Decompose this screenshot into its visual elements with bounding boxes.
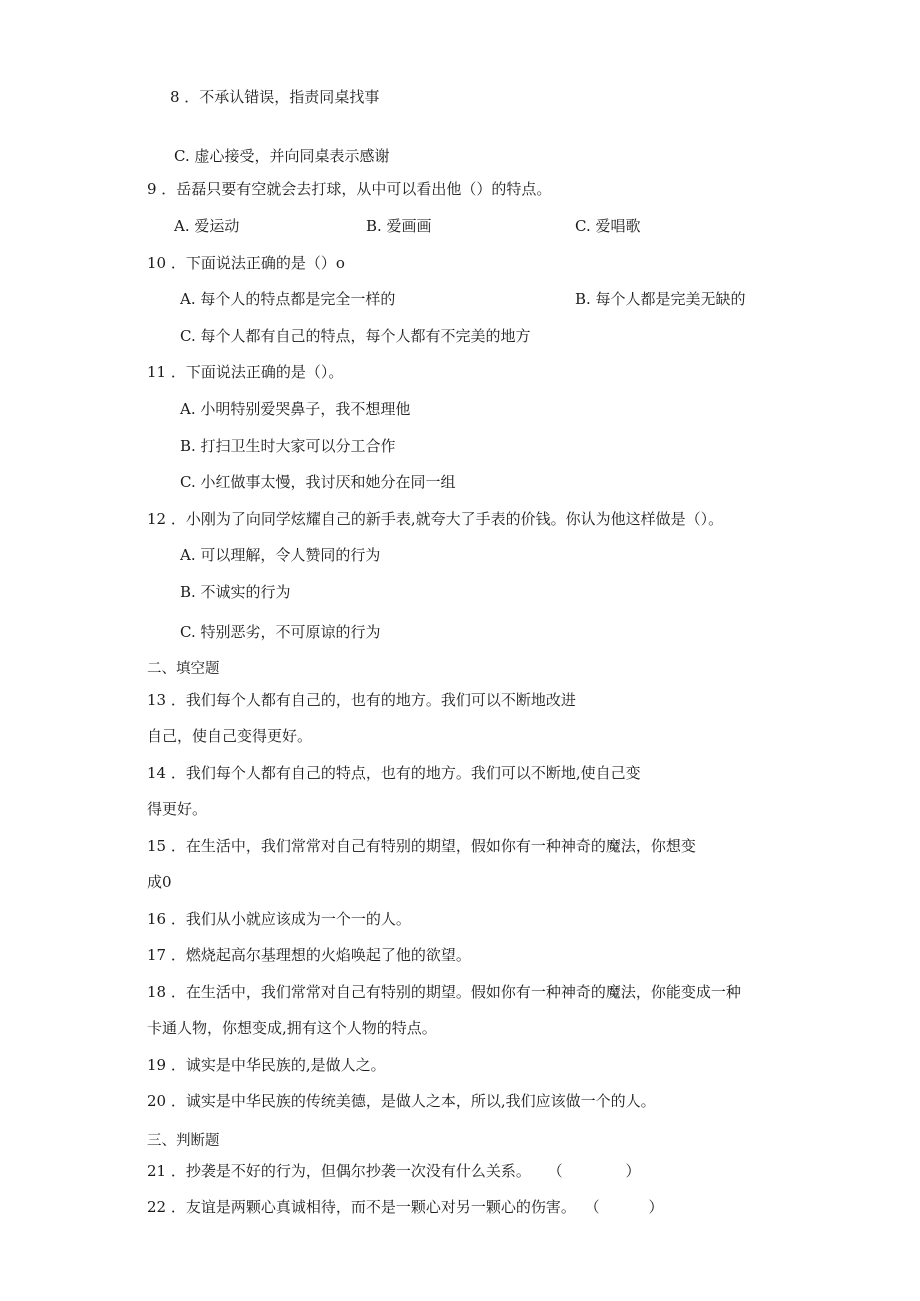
question-10-option-a: A. 每个人的特点都是完全一样的 — [180, 290, 396, 308]
question-10-option-c: C. 每个人都有自己的特点，每个人都有不完美的地方 — [180, 327, 531, 345]
question-15-continued: 成0 — [147, 873, 172, 891]
section-judgement-heading: 三、判断题 — [147, 1133, 220, 1149]
answer-paren-open: （ — [547, 1162, 563, 1180]
question-15: 15 ．在生活中，我们常常对自己有特别的期望，假如你有一种神奇的魔法，你想变 — [147, 837, 696, 855]
question-8-option-b: 8 ．不承认错误，指责同桌找事 — [170, 88, 380, 106]
question-9-option-b: B. 爱画画 — [366, 217, 432, 235]
question-12: 12 ．小刚为了向同学炫耀自己的新手表,就夸大了手表的价钱。你认为他这样做是（）。 — [147, 510, 724, 528]
question-8-option-c: C. 虚心接受，并向同桌表示感谢 — [174, 147, 390, 165]
question-11: 11 ．下面说法正确的是（）。 — [147, 363, 344, 381]
section-fill-in-heading: 二、填空题 — [147, 661, 220, 677]
answer-paren-close: ） — [625, 1162, 641, 1180]
question-16: 16 ．我们从小就应该成为一个一的人。 — [147, 910, 411, 928]
question-11-option-a: A. 小明特别爱哭鼻子，我不想理他 — [180, 400, 411, 418]
answer-paren-close: ） — [648, 1198, 664, 1216]
question-9-option-a: A. 爱运动 — [174, 217, 240, 235]
question-9: 9 ．岳磊只要有空就会去打球，从中可以看出他（）的特点。 — [147, 180, 552, 198]
question-13: 13 ．我们每个人都有自己的，也有的地方。我们可以不断地改进 — [147, 691, 576, 709]
question-22 — [147, 1197, 663, 1217]
question-12-option-b: B. 不诚实的行为 — [180, 583, 291, 601]
question-21 — [147, 1161, 640, 1181]
question-20: 20 ．诚实是中华民族的传统美德，是做人之本，所以,我们应该做一个的人。 — [147, 1092, 656, 1110]
question-11-option-b: B. 打扫卫生时大家可以分工合作 — [180, 437, 396, 455]
question-14-continued: 得更好。 — [147, 800, 208, 818]
question-12-option-c: C. 特别恶劣，不可原谅的行为 — [180, 623, 381, 641]
question-17: 17 ．燃烧起高尔基理想的火焰唤起了他的欲望。 — [147, 946, 471, 964]
question-21-text: 21 ．抄袭是不好的行为，但偶尔抄袭一次没有什么关系。 — [147, 1162, 531, 1180]
question-22-text: 22 ．友谊是两颗心真诚相待，而不是一颗心对另一颗心的伤害。 — [147, 1198, 576, 1216]
question-18: 18 ．在生活中，我们常常对自己有特别的期望。假如你有一种神奇的魔法，你能变成一种 — [147, 983, 741, 1001]
question-10: 10 ．下面说法正确的是（）o — [147, 254, 345, 272]
question-18-continued: 卡通人物，你想变成,拥有这个人物的特点。 — [147, 1019, 437, 1037]
question-19: 19 ．诚实是中华民族的,是做人之。 — [147, 1056, 386, 1074]
question-14: 14 ．我们每个人都有自己的特点，也有的地方。我们可以不断地,使自己变 — [147, 764, 641, 782]
question-10-option-b: B. 每个人都是完美无缺的 — [575, 290, 746, 308]
question-12-option-a: A. 可以理解，令人赞同的行为 — [180, 546, 381, 564]
question-9-option-c: C. 爱唱歌 — [575, 217, 641, 235]
question-13-continued: 自己，使自己变得更好。 — [147, 727, 313, 745]
question-11-option-c: C. 小红做事太慢，我讨厌和她分在同一组 — [180, 473, 456, 491]
answer-paren-open: （ — [584, 1198, 600, 1216]
